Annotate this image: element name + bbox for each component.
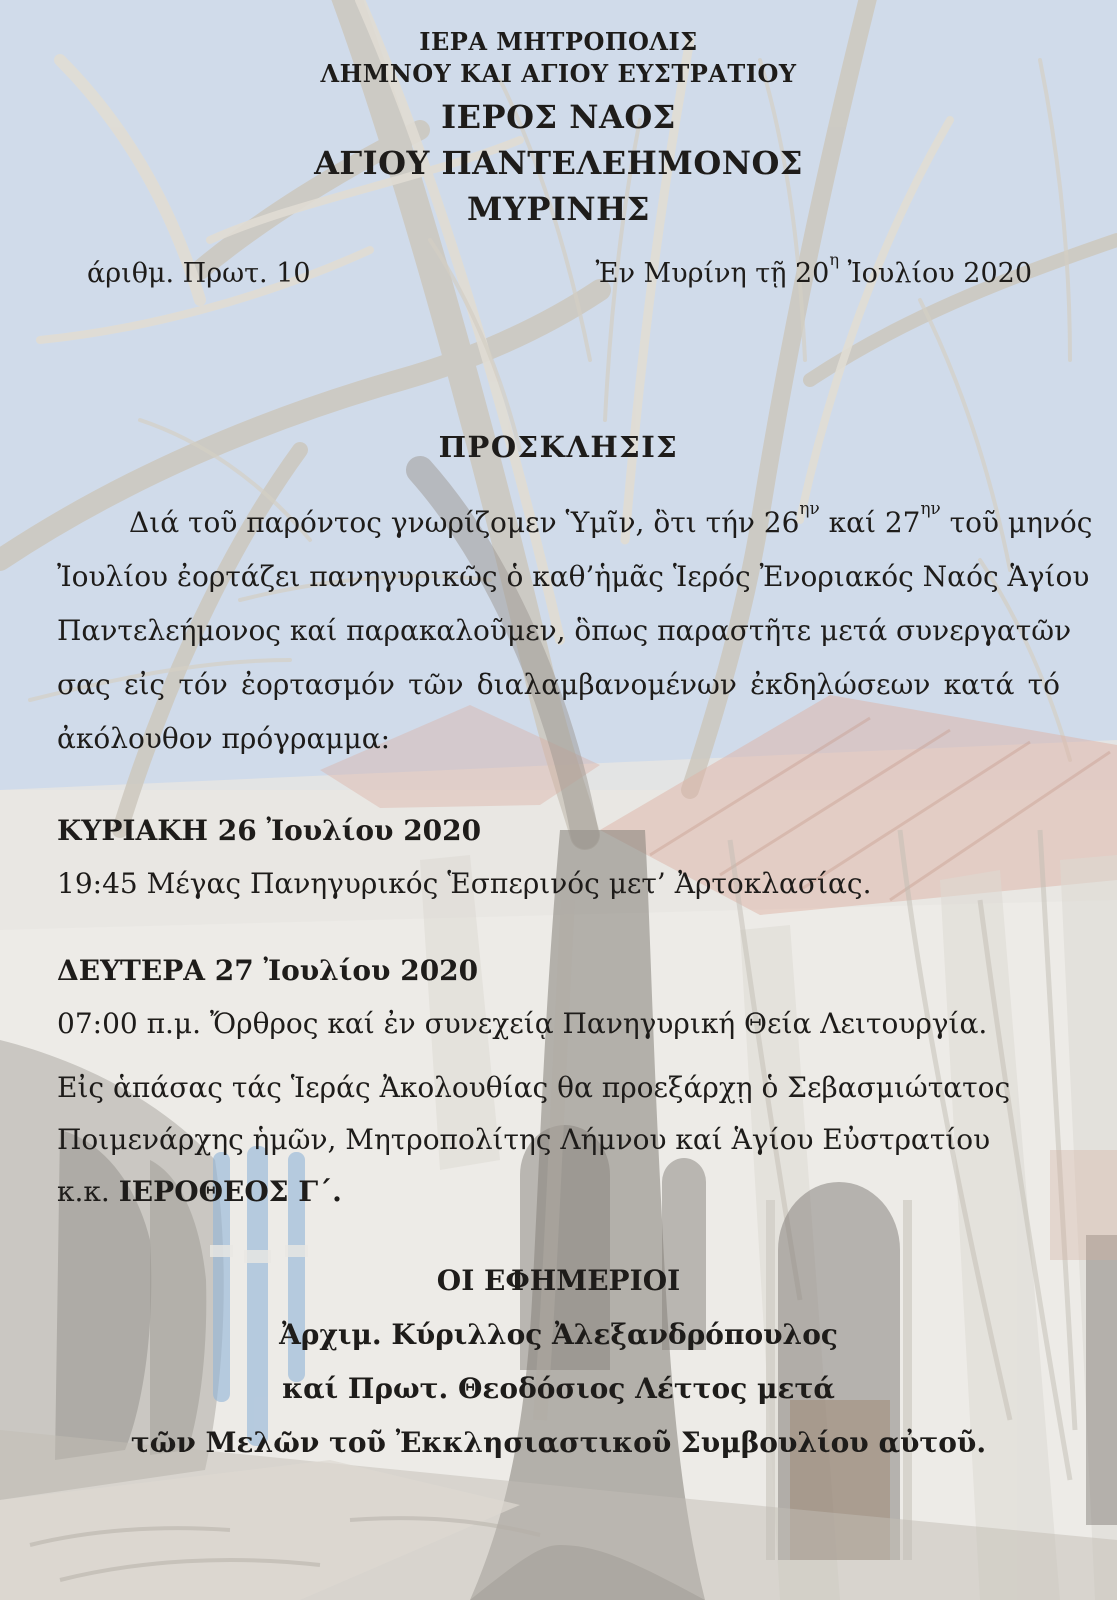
schedule-event: 07:00 π.μ. Ὄρθρος καί ἐν συνεχείᾳ Πανηγυρική Θεία Λειτουργία.	[57, 1007, 988, 1040]
intro-line: Παντελεήμονος καί παρακαλοῦμεν, ὃπως παραστῆτε μετά συνεργατῶν	[57, 614, 1072, 647]
letterhead-church-line2: ΑΓΙΟΥ ΠΑΝΤΕΛΕΗΜΟΝΟΣ	[314, 144, 803, 182]
schedule-day-heading: ΚΥΡΙΑΚΗ 26 Ἰουλίου 2020	[57, 814, 482, 847]
signatory-line: Ἀρχιμ. Κύριλλος Ἀλεξανδρόπουλος	[279, 1318, 838, 1351]
letterhead	[57, 26, 1060, 232]
date-place-line: Ἐν Μυρίνη τῇ $20^\eta$ Ἰουλίου 2020	[595, 249, 1032, 289]
intro-line: σας εἰς τόν ἐορτασμόν τῶν διαλαμβανομένων ἐκδηλώσεων κατά τό	[57, 668, 1060, 701]
schedule-event: 19:45 Μέγας Πανηγυρικός Ἑσπερινός μετ’ Ἀρτοκλασίας.	[57, 867, 872, 900]
signatory-line: καί Πρωτ. Θεοδόσιος Λέττος μετά	[282, 1372, 835, 1405]
intro-line: ἀκόλουθον πρόγραμμα:	[57, 722, 391, 755]
schedule-day-heading: ΔΕΥΤΕΡΑ 27 Ἰουλίου 2020	[57, 954, 479, 987]
letterhead-metropolis: ΙΕΡΑ ΜΗΤΡΟΠΟΛΙΣ	[419, 27, 698, 56]
meta-row	[57, 249, 1060, 292]
closing-line: Ποιμενάρχης ἡμῶν, Μητροπολίτης Λήμνου καί Ἁγίου Εὐστρατίου	[57, 1123, 991, 1156]
intro-paragraph	[57, 496, 1093, 766]
closing-line-bishop: κ.κ. ΙΕΡΟΘΕΟΣ Γ΄.	[57, 1175, 342, 1208]
closing-paragraph	[57, 1062, 1060, 1218]
letterhead-church-line1: ΙΕΡΟΣ ΝΑΟΣ	[441, 98, 676, 136]
signatories-block	[57, 1254, 1060, 1470]
letterhead-diocese: ΛΗΜΝΟΥ ΚΑΙ ΑΓΙΟΥ ΕΥΣΤΡΑΤΙΟΥ	[320, 59, 797, 88]
protocol-number: άριθμ. Πρωτ. 10	[87, 258, 311, 289]
letterhead-church-group	[57, 94, 1060, 232]
closing-line: Εἰς ἁπάσας τάς Ἱεράς Ἀκολουθίας θα προεξάρχῃ ὁ Σεβασμιώτατος	[57, 1071, 1011, 1104]
intro-line: Ἰουλίου ἐορτάζει πανηγυρικῶς ὁ καθ’ἡμᾶς Ἱερός Ἐνοριακός Ναός Ἁγίου	[57, 560, 1090, 593]
schedule-sunday	[57, 804, 1060, 910]
schedule-monday	[57, 944, 1060, 1050]
document-title: ΠΡΟΣΚΛΗΣΙΣ	[438, 430, 679, 464]
signatories-heading: ΟΙ ΕΦΗΜΕΡΙΟΙ	[436, 1264, 681, 1297]
letterhead-town: ΜΥΡΙΝΗΣ	[467, 190, 650, 228]
signatory-line: τῶν Μελῶν τοῦ Ἐκκλησιαστικοῦ Συμβουλίου αὐτοῦ.	[130, 1426, 987, 1459]
intro-line: Διά τοῦ παρόντος γνωρίζομεν Ὑμῖν, ὃτι τήν $26^{\eta\nu}$ καί $27^{\eta\nu}$ τοῦ μηνός	[129, 498, 1093, 539]
